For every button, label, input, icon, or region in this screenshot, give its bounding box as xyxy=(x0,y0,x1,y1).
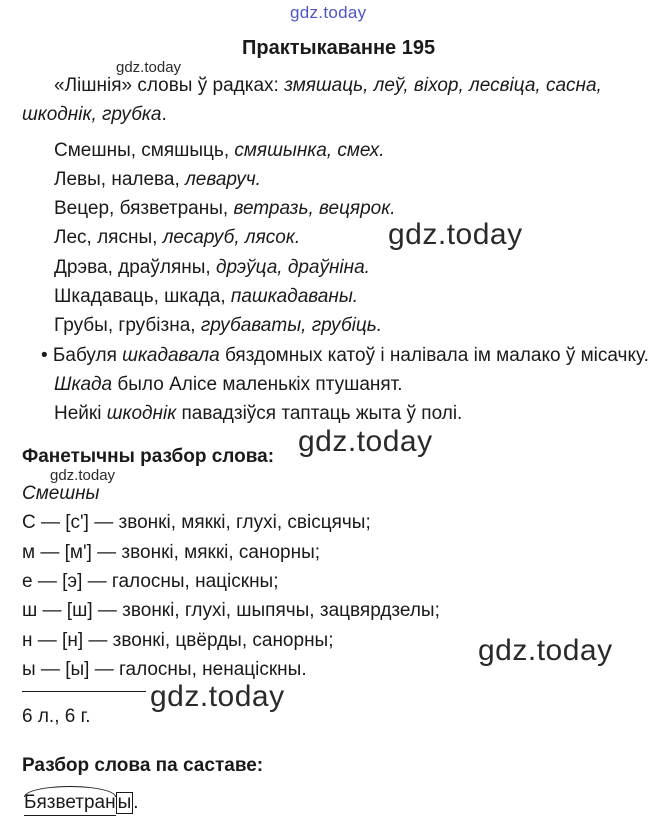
phonetic-word: Смешны xyxy=(22,483,100,504)
sentence xyxy=(41,345,649,367)
exercise-title: Практыкаванне 195 xyxy=(242,37,436,59)
row-plain: Смешны, смяшыць, xyxy=(54,140,235,161)
row-plain: Дрэва, драўляны, xyxy=(54,257,216,278)
sentence-prefix: Нейкі xyxy=(54,403,107,424)
row-plain: Лес, лясны, xyxy=(54,227,163,248)
watermark-large: gdz.today xyxy=(150,680,285,713)
sentence xyxy=(54,374,403,396)
intro-line-1 xyxy=(54,75,602,97)
word-row xyxy=(54,315,382,337)
phonetic-summary: 6 л., 6 г. xyxy=(22,706,91,727)
stem-text: Бязветран xyxy=(24,792,116,813)
word-row xyxy=(54,140,384,162)
row-italic: смяшынка, смех. xyxy=(234,140,385,161)
row-plain: Левы, налева, xyxy=(54,169,186,190)
phonetic-line: ы — [ы] — галосны, ненаціскны. xyxy=(22,659,307,680)
word-row xyxy=(54,286,358,308)
row-italic: пашкадаваны. xyxy=(230,286,359,307)
phonetic-line: е — [э] — галосны, націскны; xyxy=(22,571,279,592)
intro-words: шкоднік, грубка xyxy=(22,104,162,125)
sentence-prefix: • Бабуля xyxy=(41,345,123,366)
phonetic-line: С — [с'] — звонкі, мяккі, глухі, свісцячы; xyxy=(22,512,371,533)
phonetic-line: ш — [ш] — звонкі, глухі, шыпячы, зацвярдзелы; xyxy=(22,600,440,621)
watermark-small: gdz.today xyxy=(116,59,182,76)
row-italic: леваруч. xyxy=(185,169,261,190)
intro-end: . xyxy=(161,104,167,125)
intro-words: змяшаць, леў, віхор, лесвіца, сасна, xyxy=(284,75,602,96)
row-plain: Грубы, грубізна, xyxy=(54,315,201,336)
word-ending: ы xyxy=(117,792,132,813)
row-italic: лесаруб, лясок. xyxy=(162,227,301,248)
watermark-large: gdz.today xyxy=(298,425,433,458)
watermark-small: gdz.today xyxy=(50,467,116,484)
row-italic: ветразь, вецярок. xyxy=(233,198,396,219)
phonetic-heading: Фанетычны разбор слова: xyxy=(22,446,275,467)
word-tail: . xyxy=(133,792,139,813)
word-row xyxy=(54,227,300,249)
morpheme-heading: Разбор слова па саставе: xyxy=(22,755,264,776)
sentence-keyword: шкоднік xyxy=(106,403,177,424)
phonetic-line: н — [н] — звонкі, цвёрды, санорны; xyxy=(22,630,334,651)
phonetic-line: м — [м'] — звонкі, мяккі, санорны; xyxy=(22,542,321,563)
stem-arc-mark xyxy=(24,786,116,797)
sentence xyxy=(54,403,462,425)
divider-line xyxy=(22,691,146,692)
row-plain: Шкадаваць, шкада, xyxy=(54,286,231,307)
watermark-large: gdz.today xyxy=(478,634,613,667)
row-italic: грубаваты, грубіць. xyxy=(200,315,383,336)
word-row xyxy=(54,257,370,279)
sentence-rest: бяздомных катоў і налівала ім малако ў місачку. xyxy=(219,345,649,366)
intro-line-2 xyxy=(22,104,167,126)
watermark-large: gdz.today xyxy=(388,218,523,251)
sentence-keyword: Шкада xyxy=(54,374,113,395)
word-row xyxy=(54,198,395,220)
word-row xyxy=(54,169,261,191)
row-italic: дрэўца, драўніна. xyxy=(215,257,370,278)
watermark-top: gdz.today xyxy=(290,3,367,22)
word-stem xyxy=(24,792,116,816)
sentence-rest: было Алісе маленькіх птушанят. xyxy=(112,374,403,395)
intro-text: «Лішнія» словы ў радках: xyxy=(54,75,285,96)
sentence-keyword: шкадавала xyxy=(122,345,220,366)
sentence-rest: павадзіўся таптаць жыта ў полі. xyxy=(176,403,463,424)
row-plain: Вецер, бязветраны, xyxy=(54,198,234,219)
morpheme-word xyxy=(24,792,139,816)
